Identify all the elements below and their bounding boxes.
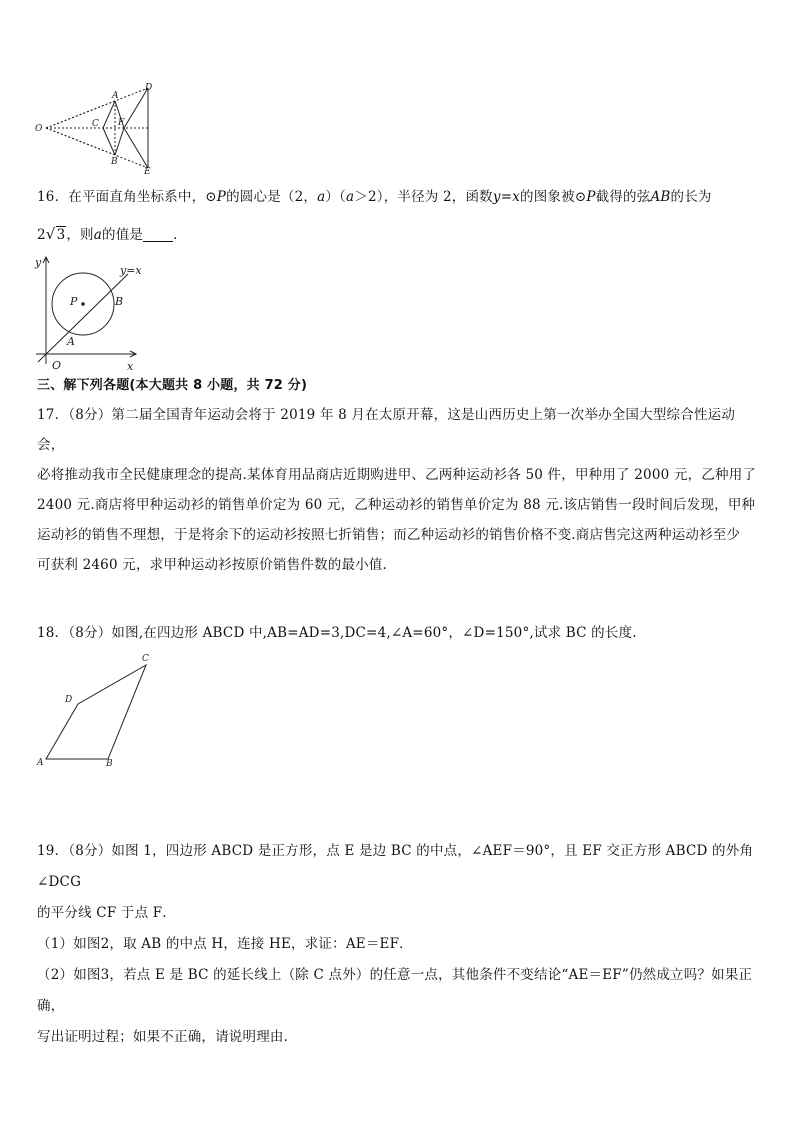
q17-line: 2400 元.商店将甲种运动衫的销售单价定为 60 元，乙种运动衫的销售单价定为 88 元.该店销售一段时间后发现，甲种 — [37, 497, 756, 513]
q16-text-end: ． — [173, 227, 187, 243]
q17-line: 运动衫的销售不理想，于是将余下的运动衫按照七折销售；而乙种运动衫的销售价格不变.商店售完这两种运动衫至少 — [37, 527, 741, 543]
q19-line: 19．（8分）如图 1，四边形 ABCD 是正方形，点 E 是边 BC 的中点，∠AEF＝90°，且 EF 交正方形 ABCD 的外角∠DCG — [37, 843, 754, 890]
q16-text-h: ，则 — [66, 227, 94, 243]
label-D: D — [145, 83, 153, 93]
label-F: F — [118, 118, 125, 128]
q16-text-b: 的圆心是（2， — [226, 189, 318, 205]
q19-line: （1）如图2，取 AB 的中点 H，连接 HE，求证：AE＝EF． — [37, 936, 413, 952]
figure-18 — [34, 650, 164, 772]
question-17 — [37, 400, 757, 580]
question-19 — [37, 836, 757, 1053]
question-16-line2 — [37, 219, 757, 250]
question-18: 18．（8分）如图,在四边形 ABCD 中,AB=AD=3,DC=4,∠A=60°，∠D=150°,试求 BC 的长度. — [37, 625, 637, 641]
q16-var-a2: a — [346, 189, 355, 205]
q19-line: 写出证明过程；如果不正确，请说明理由． — [37, 1029, 298, 1045]
figure-15 — [30, 82, 170, 174]
q16-var-yx: y=x — [492, 189, 521, 205]
q16-text-f: 截得的弦 — [595, 189, 651, 205]
q16-number: 16． — [37, 189, 69, 205]
vertex-B-label: B — [106, 759, 113, 769]
origin-label: O — [52, 359, 62, 372]
line-label: y=x — [120, 264, 142, 277]
q16-var-P: P — [216, 189, 227, 205]
q16-text-g: 的长为 — [670, 189, 712, 205]
label-E: E — [144, 167, 151, 174]
label-A: A — [112, 91, 119, 101]
point-A-label: A — [67, 335, 75, 348]
vertex-C-label: C — [142, 654, 149, 664]
q16-var-P2: P — [586, 189, 596, 205]
sqrt-sign: √ — [45, 225, 56, 243]
q16-var-a: a — [317, 189, 326, 205]
sqrt-arg: 3 — [56, 227, 66, 243]
label-C: C — [92, 119, 99, 129]
q19-line: 的平分线 CF 于点 F． — [37, 905, 177, 921]
sqrt-coef: 2 — [37, 227, 46, 243]
q17-line: 可获利 2460 元，求甲种运动衫按原价销售件数的最小值. — [37, 557, 388, 573]
label-B: B — [111, 157, 118, 167]
q17-line: 17．（8分）第二届全国青年运动会将于 2019 年 8 月在太原开幕，这是山西历史上第一次举办全国大型综合性运动会， — [37, 407, 736, 453]
q16-text-e: 的图象被⊙ — [520, 189, 587, 205]
q16-text-i: 的值是 — [102, 227, 144, 243]
q16-text-d: ＞2），半径为 2，函数 — [354, 189, 493, 205]
q19-line: （2）如图3，若点 E 是 BC 的延长线上（除 C 点外）的任意一点，其他条件不变结论“AE＝EF”仍然成立吗？如果正确， — [37, 967, 753, 1014]
label-O: O — [35, 124, 43, 134]
question-16 — [37, 182, 757, 212]
q17-line: 必将推动我市全民健康理念的提高.某体育用品商店近期购进甲、乙两种运动衫各 50 件，甲种用了 2000 元，乙种用了 — [37, 467, 757, 483]
axis-y-label: y — [35, 256, 42, 269]
q16-text-a: 在平面直角坐标系中，⊙ — [68, 189, 217, 205]
section-heading: 三、解下列各题(本大题共 8 小题，共 72 分) — [37, 378, 308, 393]
axis-x-label: x — [127, 360, 134, 373]
q16-var-a3: a — [93, 227, 103, 243]
q16-var-AB: AB — [650, 189, 671, 205]
figure-16 — [32, 252, 152, 374]
sqrt-expression — [37, 227, 66, 243]
answer-blank[interactable] — [143, 227, 173, 242]
vertex-A-label: A — [37, 758, 44, 768]
point-P-label: P — [70, 295, 78, 308]
point-B-label: B — [115, 295, 124, 308]
vertex-D-label: D — [65, 695, 73, 705]
q16-text-c: ）（ — [325, 189, 346, 205]
